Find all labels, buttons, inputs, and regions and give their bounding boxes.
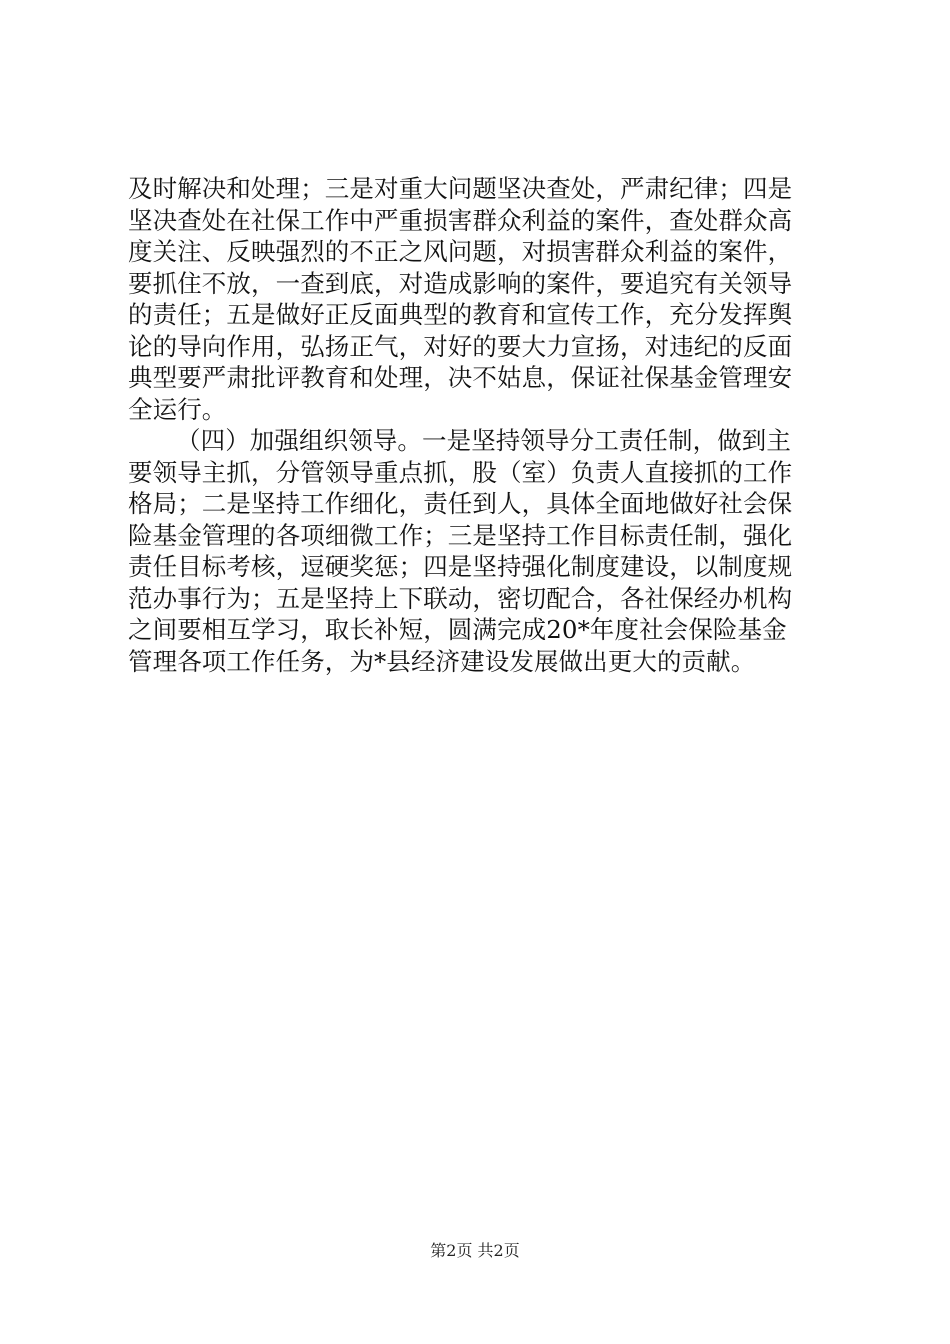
text-line: 及时解决和处理；三是对重大问题坚决查处，严肃纪律；四是 <box>128 174 793 203</box>
text-line: 责任目标考核，逗硬奖惩；四是坚持强化制度建设，以制度规 <box>128 552 793 581</box>
text-line: 格局；二是坚持工作细化，责任到人，具体全面地做好社会保 <box>128 489 793 518</box>
text-line: 度关注、反映强烈的不正之风问题，对损害群众利益的案件， <box>128 237 793 266</box>
paragraph-heading-line: （四）加强组织领导。一是坚持领导分工责任制，做到主 <box>176 426 791 455</box>
text-line: 范办事行为；五是坚持上下联动，密切配合，各社保经办机构 <box>128 583 793 613</box>
text-line: 全运行。 <box>128 394 227 424</box>
text-line: 险基金管理的各项细微工作；三是坚持工作目标责任制，强化 <box>128 520 793 550</box>
text-line: 之间要相互学习，取长补短，圆满完成20*年度社会保险基金 <box>128 615 787 644</box>
text-line: 坚决查处在社保工作中严重损害群众利益的案件，查处群众高 <box>128 205 793 235</box>
text-line: 论的导向作用，弘扬正气，对好的要大力宣扬，对违纪的反面 <box>128 331 793 361</box>
page-number-footer: 第2页 共2页 <box>430 1241 520 1260</box>
text-line: 的责任；五是做好正反面典型的教育和宣传工作，充分发挥舆 <box>128 300 793 329</box>
text-line: 要抓住不放，一查到底，对造成影响的案件，要追究有关领导 <box>128 268 793 298</box>
text-line: 典型要严肃批评教育和处理，决不姑息，保证社保基金管理安 <box>128 363 793 392</box>
text-line: 管理各项工作任务，为*县经济建设发展做出更大的贡献。 <box>128 646 756 676</box>
text-line: 要领导主抓，分管领导重点抓，股（室）负责人直接抓的工作 <box>128 457 793 487</box>
document-body <box>128 173 828 677</box>
